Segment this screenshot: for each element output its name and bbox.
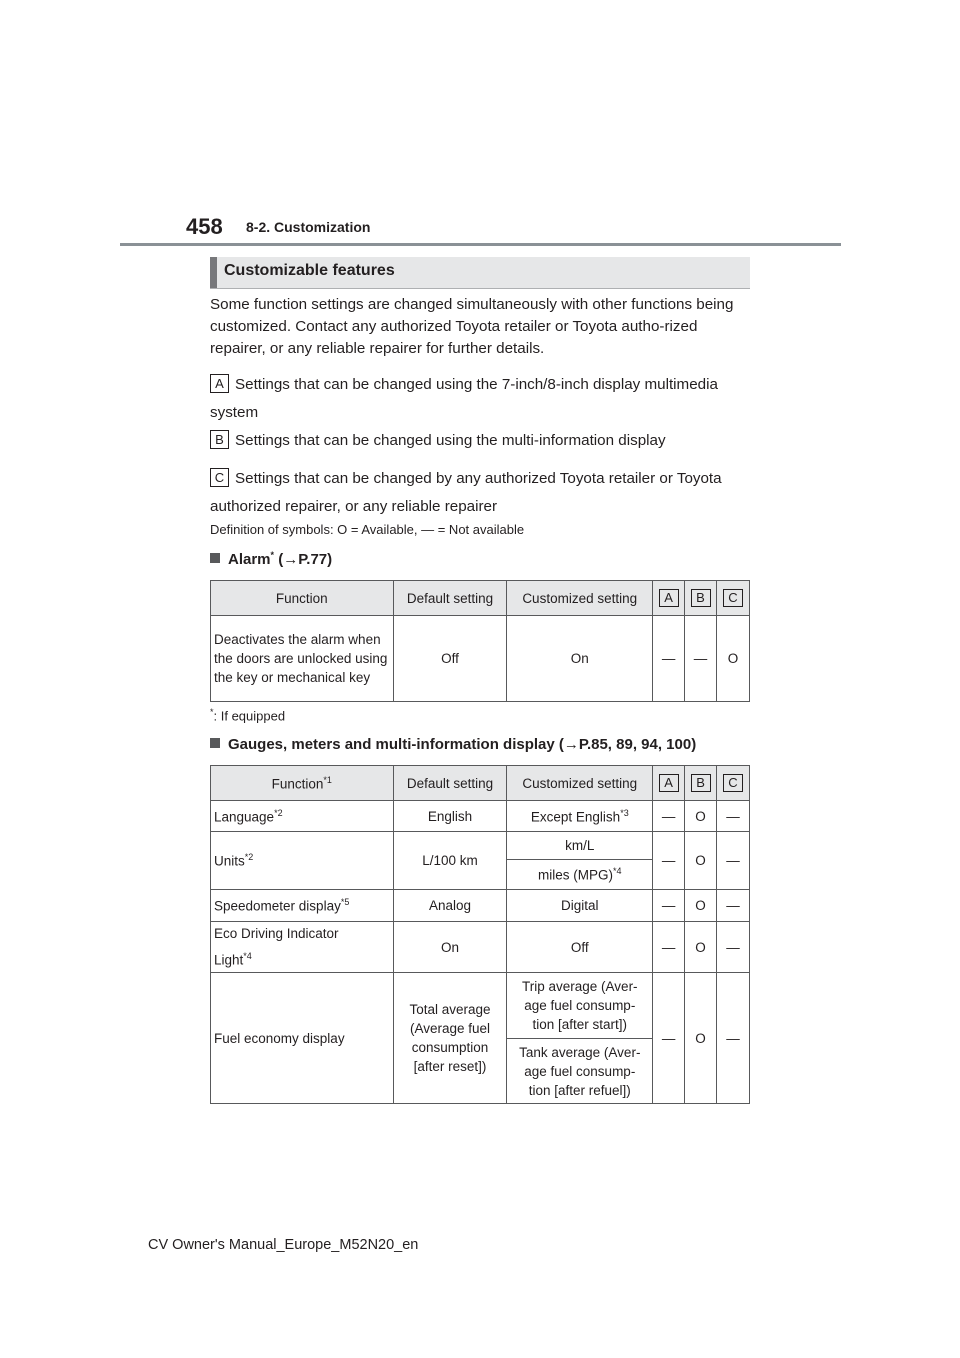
col-custom: Customized setting [507,581,653,616]
badge-b-icon: B [210,430,229,449]
legend-b-text: Settings that can be changed using the multi-information display [235,432,666,449]
badge-c-icon: C [210,468,229,487]
cell-default: L/100 km [393,832,507,890]
cell-c: — [717,890,750,922]
symbol-definition: Definition of symbols: O = Available, — = Not available [210,522,525,537]
page-number: 458 [186,214,223,239]
col-default: Default setting [393,581,507,616]
cell-default: Analog [393,890,507,922]
cell-function: Language$^{*2}$ [211,801,394,832]
col-c: C [717,581,750,616]
col-b: B [685,581,717,616]
cell-b: O [685,973,717,1104]
cell-custom: Off [507,922,653,973]
footer-text: CV Owner's Manual_Europe_M52N20_en [148,1237,419,1253]
alarm-heading: Alarm* (→P.77) [210,550,332,568]
section-title: Customizable features [224,262,395,279]
cell-custom: Trip average (Aver-age fuel consump-tion [after start]) [507,973,653,1039]
table-row [211,973,750,1039]
chapter-title: 8-2. Customization [246,219,371,235]
cell-c: — [717,832,750,890]
bullet-square-icon [210,738,220,748]
bullet-square-icon [210,553,220,563]
table-row [211,801,750,832]
legend-c [210,465,755,521]
cell-b: O [685,890,717,922]
col-c: C [717,766,750,801]
intro-paragraph: Some function settings are changed simultaneously with other functions being customized. Contact any authorized Toyota retailer or Toyota autho-rized repairer, or any reliable repairer for further details. [210,296,734,357]
cell-function: Deactivates the alarm when the doors are unlocked using the key or mechanical key [211,616,394,702]
col-function: Function$^{*1}$ [211,766,394,801]
cell-function: Fuel economy display [211,973,394,1104]
cell-function: Eco Driving Indicator Light$^{*4}$ [211,922,394,973]
cell-custom: Except English$^{*3}$ [507,801,653,832]
cell-c: O [717,616,750,702]
cell-a: — [653,801,685,832]
legend-c-text: Settings that can be changed by any authorized Toyota retailer or Toyota authorized repairer, or any reliable repairer [210,470,722,515]
header-rule [120,243,841,246]
cell-custom: Digital [507,890,653,922]
section-heading-box [210,257,750,288]
badge-a-icon: A [210,374,229,393]
cell-a: — [653,922,685,973]
alarm-table [210,580,750,702]
cell-c: — [717,973,750,1104]
table-row [211,616,750,702]
cell-custom: km/L [507,832,653,860]
cell-default: Off [393,616,507,702]
col-function: Function [211,581,394,616]
cell-function: Units$^{*2}$ [211,832,394,890]
gauges-heading: Gauges, meters and multi-information display (→P.85, 89, 94, 100) [210,736,696,753]
cell-default: Total average (Average fuel consumption [after reset]) [393,973,507,1104]
table-row [211,890,750,922]
alarm-table-header [211,581,750,616]
cell-b: O [685,832,717,890]
table-row [211,922,750,973]
cell-c: — [717,801,750,832]
cell-c: — [717,922,750,973]
alarm-footnote: *: If equipped [210,707,286,724]
legend-a-text: Settings that can be changed using the 7-inch/8-inch display multimedia system [210,376,718,421]
cell-default: On [393,922,507,973]
gauges-table [210,765,750,1104]
col-b: B [685,766,717,801]
cell-a: — [653,832,685,890]
legend-a [210,371,755,427]
gauges-table-header [211,766,750,801]
cell-a: — [653,973,685,1104]
col-a: A [653,581,685,616]
legend-b [210,430,755,452]
cell-b: O [685,922,717,973]
cell-function: Speedometer display$^{*5}$ [211,890,394,922]
col-custom: Customized setting [507,766,653,801]
cell-a: — [653,616,685,702]
table-row [211,832,750,860]
col-default: Default setting [393,766,507,801]
cell-a: — [653,890,685,922]
col-a: A [653,766,685,801]
cell-default: English [393,801,507,832]
cell-custom: Tank average (Aver-age fuel consump-tion [after refuel]) [507,1039,653,1104]
cell-b: — [685,616,717,702]
section-underline [210,288,750,289]
cell-custom: miles (MPG)$^{*4}$ [507,860,653,890]
cell-custom: On [507,616,653,702]
cell-b: O [685,801,717,832]
